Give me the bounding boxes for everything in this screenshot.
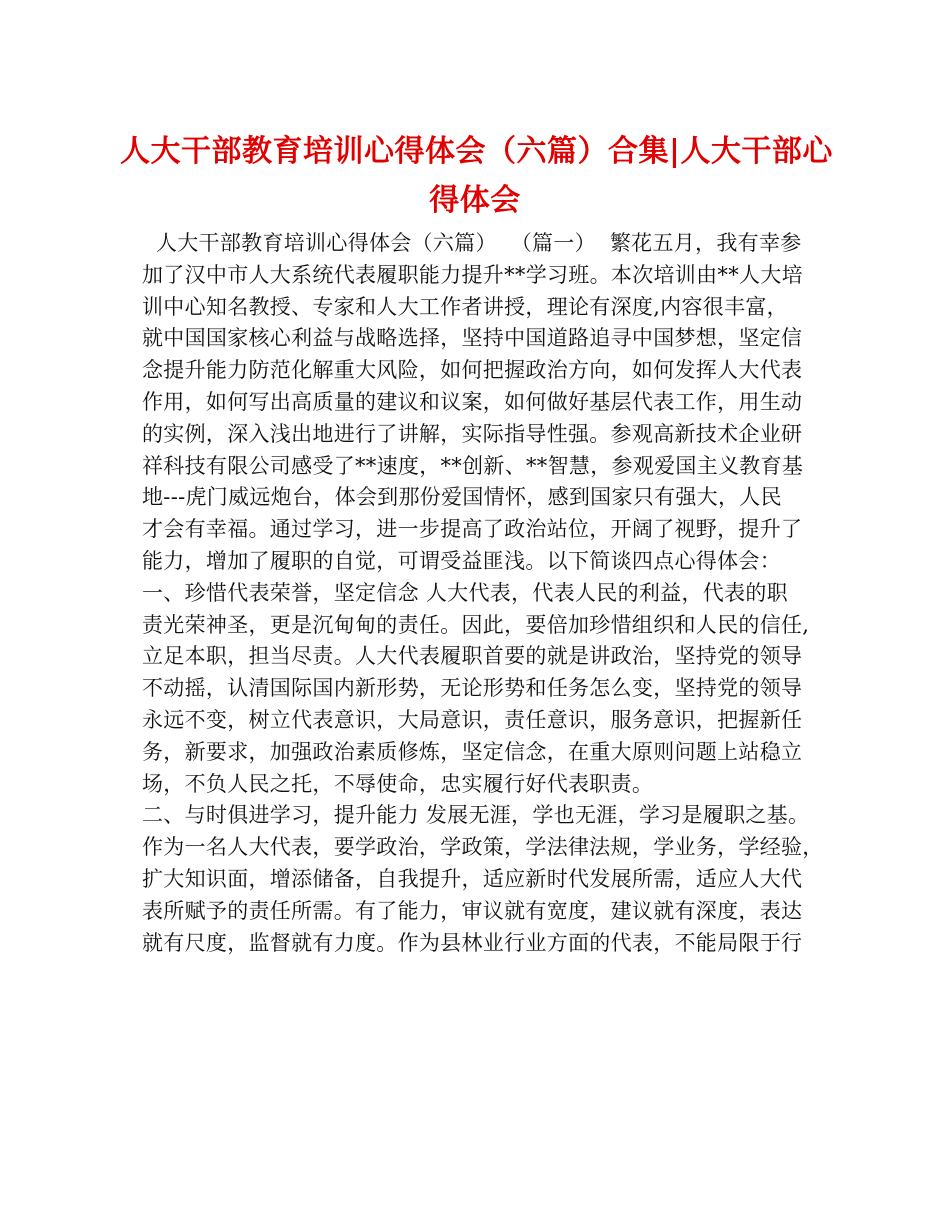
- document-body: [142, 228, 822, 959]
- body-line: 不动摇，认清国际国内新形势，无论形势和任务怎么变，坚持党的领导: [142, 676, 803, 701]
- body-line: 二、与时俱进学习，提升能力 发展无涯，学也无涯，学习是履职之基。: [142, 803, 810, 828]
- document-title: [120, 127, 833, 225]
- title-line: 人大干部教育培训心得体会（六篇）合集|人大干部心: [120, 134, 833, 169]
- body-line: 人大干部教育培训心得体会（六篇） （篇一） 繁花五月，我有幸参: [142, 231, 802, 255]
- body-line: 务，新要求，加强政治素质修炼，坚定信念，在重大原则问题上站稳立: [142, 739, 803, 764]
- body-line: 扩大知识面，增添储备，自我提升，适应新时代发展所需，适应人大代: [142, 866, 803, 891]
- body-line: 就中国国家核心利益与战略选择，坚持中国道路追寻中国梦想，坚定信: [142, 326, 803, 351]
- body-line: 才会有幸福。通过学习，进一步提高了政治站位，开阔了视野，提升了: [142, 517, 803, 542]
- body-line: 永远不变，树立代表意识，大局意识，责任意识，服务意识，把握新任: [142, 707, 803, 732]
- body-line: 地---虎门威远炮台，体会到那份爱国情怀，感到国家只有强大，人民: [142, 485, 782, 510]
- body-line: 作用，如何写出高质量的建议和议案，如何做好基层代表工作，用生动: [142, 389, 803, 414]
- body-line: 立足本职，担当尽责。人大代表履职首要的就是讲政治，坚持党的领导: [142, 644, 803, 669]
- body-line: 祥科技有限公司感受了**速度，**创新、**智慧，参观爱国主义教育基: [142, 453, 804, 478]
- body-line: 责光荣神圣，更是沉甸甸的责任。因此，要倍加珍惜组织和人民的信任,: [142, 612, 810, 637]
- body-line: 加了汉中市人大系统代表履职能力提升**学习班。本次培训由**人大培: [142, 262, 803, 287]
- title-line: 得体会: [429, 183, 521, 218]
- body-line: 念提升能力防范化解重大风险，如何把握政治方向，如何发挥人大代表: [142, 358, 803, 383]
- body-line: 作为一名人大代表，要学政治，学政策，学法律法规，学业务，学经验，: [142, 835, 824, 860]
- body-line: 训中心知名教授、专家和人大工作者讲授，理论有深度,内容很丰富，: [142, 294, 788, 319]
- body-line: 一、珍惜代表荣誉，坚定信念 人大代表，代表人民的利益，代表的职: [142, 580, 788, 605]
- body-line: 场，不负人民之托，不辱使命，忠实履行好代表职责。: [142, 771, 654, 796]
- body-line: 的实例，深入浅出地进行了讲解，实际指导性强。参观高新技术企业研: [142, 421, 803, 446]
- body-line: 能力，增加了履职的自觉，可谓受益匪浅。以下简谈四点心得体会：: [142, 548, 781, 573]
- body-line: 表所赋予的责任所需。有了能力，审议就有宽度，建议就有深度，表达: [142, 898, 803, 923]
- body-line: 就有尺度，监督就有力度。作为县林业行业方面的代表，不能局限于行: [142, 930, 803, 955]
